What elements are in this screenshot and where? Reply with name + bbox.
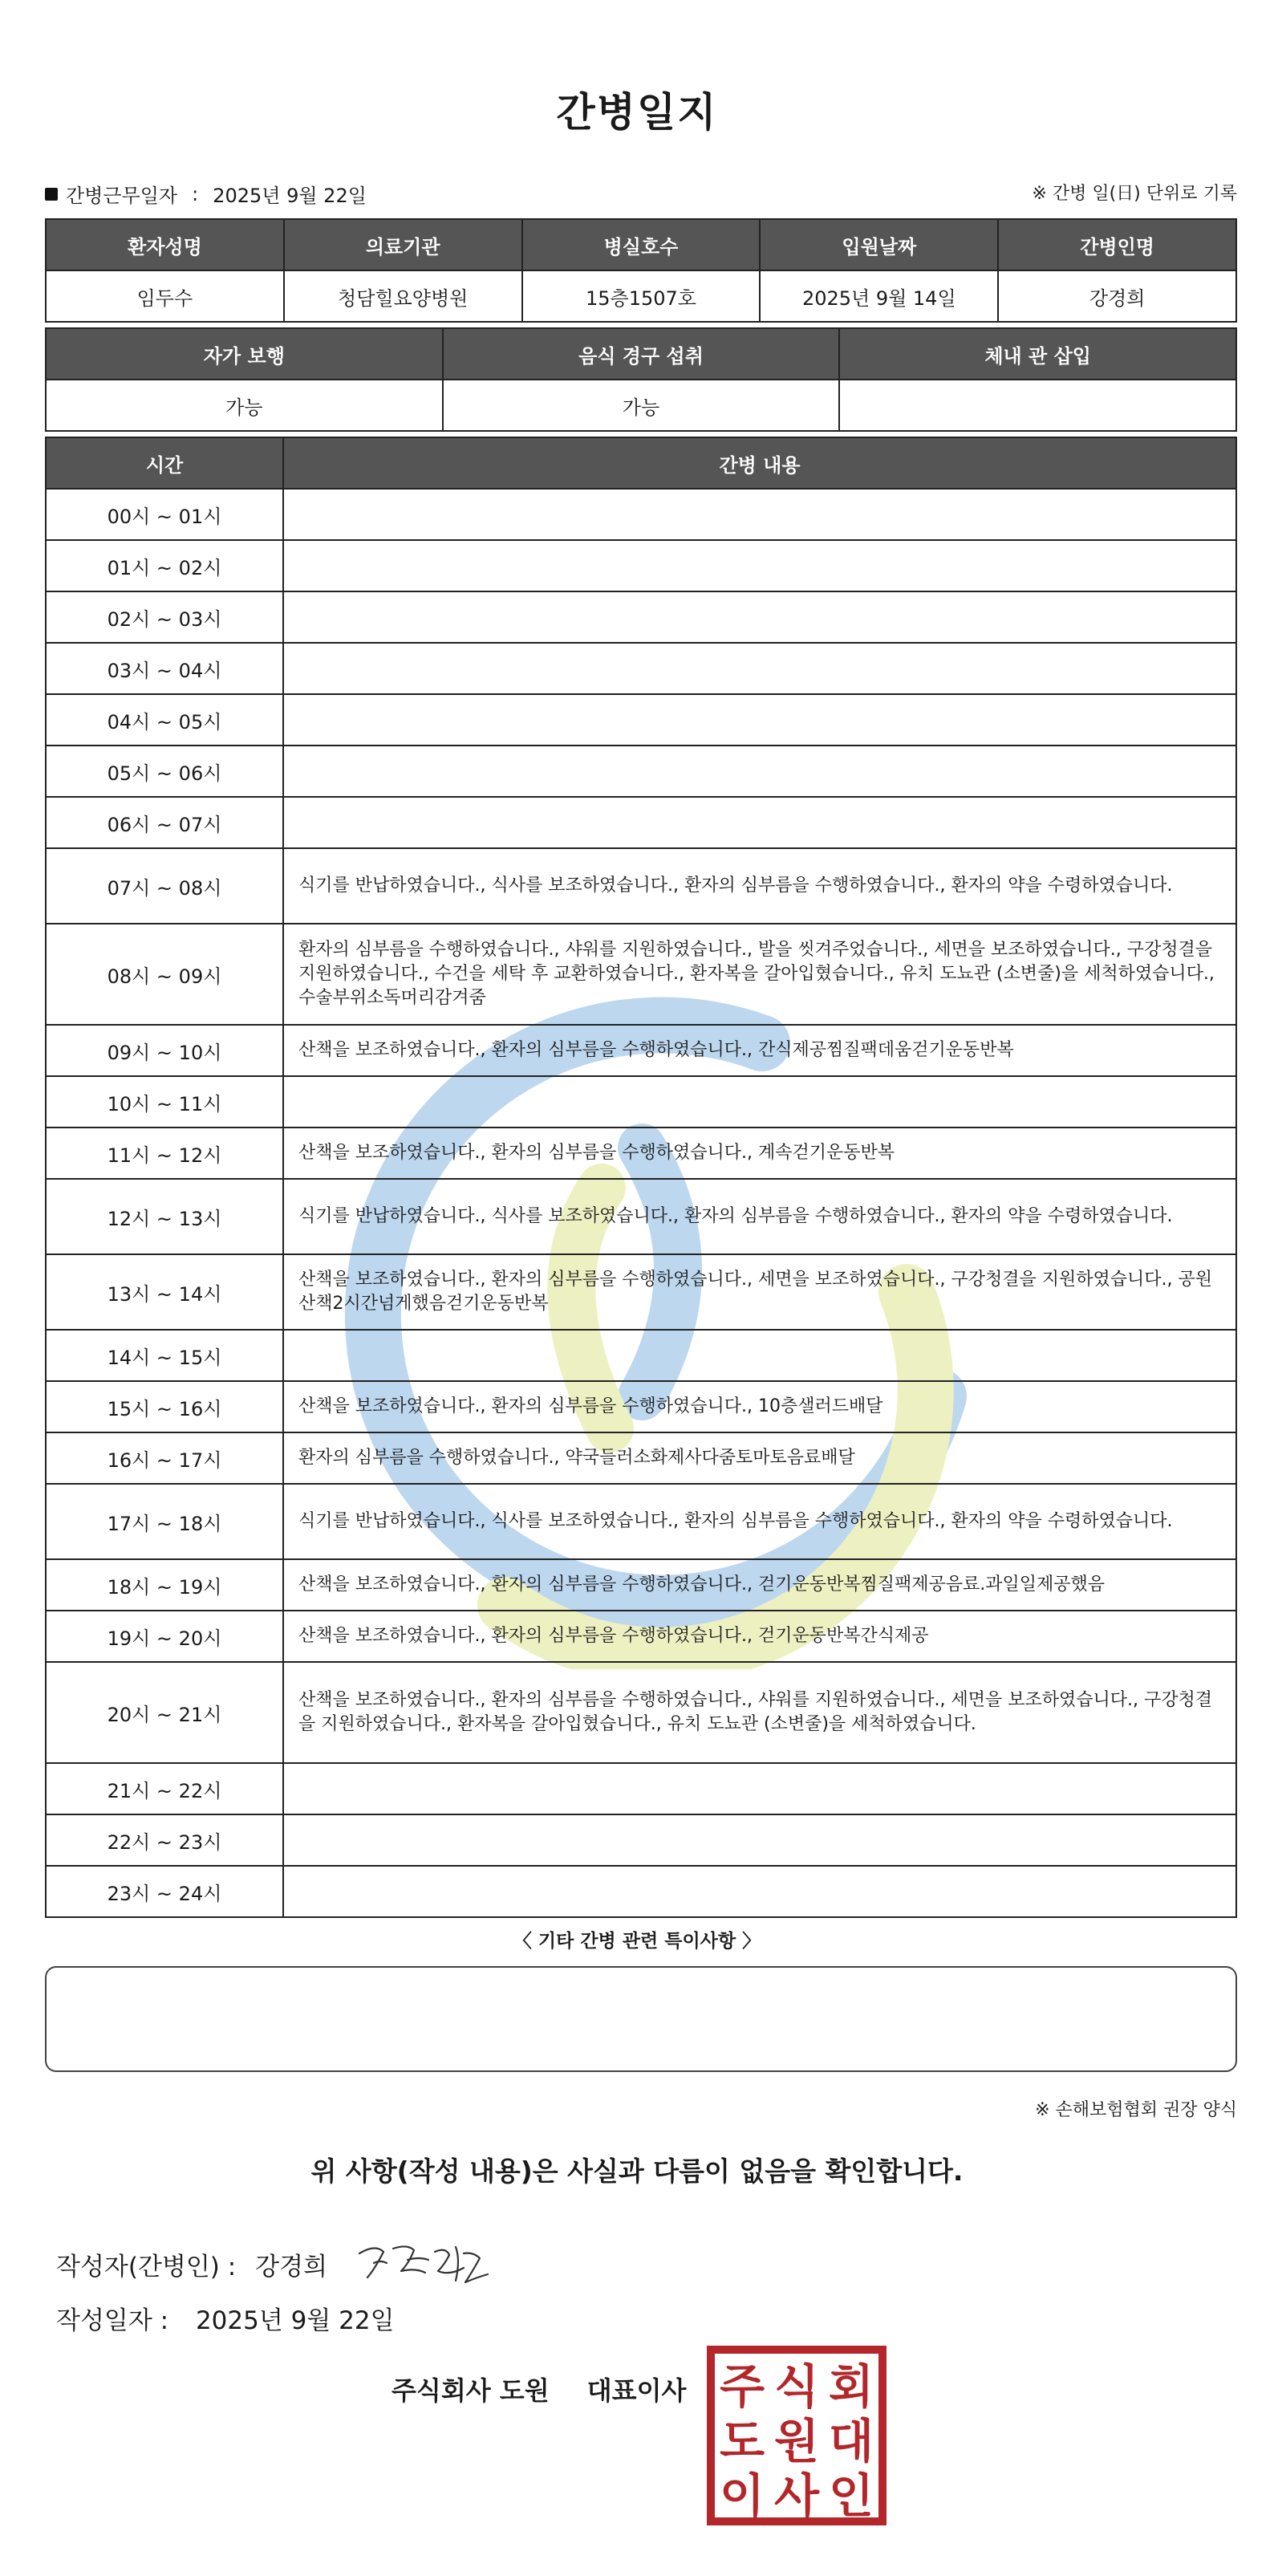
log-row xyxy=(46,746,1236,797)
log-time: 08시 ~ 09시 xyxy=(46,924,283,1025)
write-date-value: 2025년 9월 22일 xyxy=(195,2306,395,2335)
log-content xyxy=(283,540,1236,591)
log-time: 01시 ~ 02시 xyxy=(46,540,283,591)
log-time: 07시 ~ 08시 xyxy=(46,848,283,924)
work-date-separator: : xyxy=(192,182,199,205)
log-row xyxy=(46,643,1236,694)
log-row xyxy=(46,1381,1236,1432)
company-ceo-title: 대표이사 xyxy=(586,2375,687,2406)
log-row xyxy=(46,540,1236,591)
log-content xyxy=(283,1866,1236,1917)
log-content xyxy=(283,643,1236,694)
log-time: 19시 ~ 20시 xyxy=(46,1611,283,1662)
log-content xyxy=(283,1076,1236,1128)
svg-text:원: 원 xyxy=(773,2414,820,2468)
patient-status-table xyxy=(45,327,1237,432)
log-time: 14시 ~ 15시 xyxy=(46,1330,283,1381)
page-title: 간병일지 xyxy=(556,89,718,136)
log-row xyxy=(46,1559,1236,1611)
log-row xyxy=(46,924,1236,1025)
log-content: 산책을 보조하였습니다., 환자의 심부름을 수행하였습니다., 계속걷기운동반복 xyxy=(283,1128,1236,1179)
signature-image xyxy=(351,2236,496,2292)
log-row xyxy=(46,797,1236,848)
log-time: 18시 ~ 19시 xyxy=(46,1559,283,1611)
log-row xyxy=(46,1128,1236,1179)
patient-name: 임두수 xyxy=(46,270,284,322)
log-content xyxy=(283,1814,1236,1866)
log-content xyxy=(283,694,1236,746)
svg-text:대: 대 xyxy=(828,2414,874,2468)
room-number: 15층1507호 xyxy=(522,270,761,322)
log-content xyxy=(283,489,1236,540)
log-time: 15시 ~ 16시 xyxy=(46,1381,283,1432)
company-line xyxy=(392,2371,686,2407)
log-time: 22시 ~ 23시 xyxy=(46,1814,283,1866)
confirm-statement: 위 사항(작성 내용)은 사실과 다름이 없음을 확인합니다. xyxy=(310,2155,964,2187)
header-tube-insertion: 체내 관 삽입 xyxy=(839,328,1236,380)
svg-text:사: 사 xyxy=(773,2468,820,2523)
log-content: 산책을 보조하였습니다., 환자의 심부름을 수행하였습니다., 샤워를 지원하였습니다., 세면을 보조하였습니다., 구강청결을 지원하였습니다., 환자복을 갈아입혔습니다., 유치 도뇨관 (소변줄)을 세척하였습니다. xyxy=(283,1662,1236,1763)
log-time: 13시 ~ 14시 xyxy=(46,1254,283,1330)
svg-text:회: 회 xyxy=(828,2359,874,2414)
log-content xyxy=(283,591,1236,643)
log-content: 식기를 반납하였습니다., 식사를 보조하였습니다., 환자의 심부름을 수행하였습니다., 환자의 약을 수령하였습니다. xyxy=(283,1484,1236,1559)
svg-text:도: 도 xyxy=(719,2414,765,2468)
log-content: 환자의 심부름을 수행하였습니다., 약국들러소화제사다줌토마토음료배달 xyxy=(283,1432,1236,1484)
company-seal-stamp xyxy=(706,2345,887,2526)
log-row xyxy=(46,1814,1236,1866)
log-row xyxy=(46,848,1236,924)
svg-text:인: 인 xyxy=(828,2468,874,2523)
writer-line xyxy=(56,2236,496,2292)
header-time: 시간 xyxy=(46,437,283,489)
log-content xyxy=(283,1763,1236,1814)
log-time: 03시 ~ 04시 xyxy=(46,643,283,694)
log-time: 16시 ~ 17시 xyxy=(46,1432,283,1484)
log-time: 04시 ~ 05시 xyxy=(46,694,283,746)
hospital-name: 청담힐요양병원 xyxy=(284,270,522,322)
writer-label: 작성자(간병인) : xyxy=(56,2252,237,2281)
log-time: 05시 ~ 06시 xyxy=(46,746,283,797)
header-care-content: 간병 내용 xyxy=(283,437,1236,489)
company-name: 주식회사 도원 xyxy=(392,2375,550,2406)
oral-intake-value: 가능 xyxy=(443,380,840,431)
log-row xyxy=(46,1254,1236,1330)
tube-insertion-value xyxy=(839,380,1236,431)
log-content: 산책을 보조하였습니다., 환자의 심부름을 수행하였습니다., 걷기운동반복찜질팩제공음료.과일일제공했음 xyxy=(283,1559,1236,1611)
log-row xyxy=(46,1662,1236,1763)
log-time: 09시 ~ 10시 xyxy=(46,1025,283,1076)
log-time: 20시 ~ 21시 xyxy=(46,1662,283,1763)
svg-text:주: 주 xyxy=(719,2359,765,2414)
log-content: 산책을 보조하였습니다., 환자의 심부름을 수행하였습니다., 걷기운동반복간식제공 xyxy=(283,1611,1236,1662)
work-date-label: 간병근무일자 xyxy=(66,185,178,207)
log-row xyxy=(46,1432,1236,1484)
log-time: 06시 ~ 07시 xyxy=(46,797,283,848)
header-room: 병실호수 xyxy=(522,219,761,270)
work-date-line xyxy=(45,180,367,208)
header-oral-intake: 음식 경구 섭취 xyxy=(443,328,840,380)
log-content: 식기를 반납하였습니다., 식사를 보조하였습니다., 환자의 심부름을 수행하였습니다., 환자의 약을 수령하였습니다. xyxy=(283,848,1236,924)
log-row xyxy=(46,1484,1236,1559)
log-row xyxy=(46,1076,1236,1128)
log-content: 산책을 보조하였습니다., 환자의 심부름을 수행하였습니다., 세면을 보조하였습니다., 구강청결을 지원하였습니다., 공원산책2시간넘게했음걷기운동반복 xyxy=(283,1254,1236,1330)
svg-text:이: 이 xyxy=(719,2468,765,2523)
log-content xyxy=(283,1330,1236,1381)
svg-text:식: 식 xyxy=(773,2359,820,2414)
write-date-line xyxy=(56,2300,395,2336)
log-row xyxy=(46,1866,1236,1917)
log-time: 23시 ~ 24시 xyxy=(46,1866,283,1917)
header-patient-name: 환자성명 xyxy=(46,219,284,270)
log-row xyxy=(46,1763,1236,1814)
header-self-walking: 자가 보행 xyxy=(46,328,443,380)
log-content: 산책을 보조하였습니다., 환자의 심부름을 수행하였습니다., 간식제공찜질팩데움걷기운동반복 xyxy=(283,1025,1236,1076)
log-content: 산책을 보조하였습니다., 환자의 심부름을 수행하였습니다., 10층샐러드배달 xyxy=(283,1381,1236,1432)
bullet-square-icon xyxy=(45,188,58,201)
header-hospital: 의료기관 xyxy=(284,219,522,270)
care-log-table xyxy=(45,437,1237,1918)
caregiver-name: 강경희 xyxy=(998,270,1236,322)
log-time: 10시 ~ 11시 xyxy=(46,1076,283,1128)
admission-date: 2025년 9월 14일 xyxy=(760,270,998,322)
log-row xyxy=(46,489,1236,540)
log-row xyxy=(46,1179,1236,1254)
log-content: 환자의 심부름을 수행하였습니다., 샤워를 지원하였습니다., 발을 씻겨주었습니다., 세면을 보조하였습니다., 구강청결을 지원하였습니다., 수건을 세탁 후 교환하였습니다., 환자복을 갈아입혔습니다., 유치 도뇨관 (소변줄)을 세척하였습니다., 수술부위소독머리감겨줌 xyxy=(283,924,1236,1025)
log-row xyxy=(46,694,1236,746)
log-time: 17시 ~ 18시 xyxy=(46,1484,283,1559)
log-time: 02시 ~ 03시 xyxy=(46,591,283,643)
remarks-box xyxy=(45,1966,1237,2072)
log-row xyxy=(46,1330,1236,1381)
writer-name: 강경희 xyxy=(255,2252,328,2281)
self-walking-value: 가능 xyxy=(46,380,443,431)
log-row xyxy=(46,1611,1236,1662)
log-content: 식기를 반납하였습니다., 식사를 보조하였습니다., 환자의 심부름을 수행하였습니다., 환자의 약을 수령하였습니다. xyxy=(283,1179,1236,1254)
kfb-note: ※ 손해보험협회 권장 양식 xyxy=(1035,2100,1237,2120)
header-admission-date: 입원날짜 xyxy=(760,219,998,270)
log-content xyxy=(283,746,1236,797)
write-date-label: 작성일자 : xyxy=(56,2306,169,2335)
patient-info-table xyxy=(45,218,1237,323)
remarks-title: 〈 기타 간병 관련 특이사항 〉 xyxy=(513,1931,761,1952)
log-row xyxy=(46,591,1236,643)
log-time: 21시 ~ 22시 xyxy=(46,1763,283,1814)
work-date-value: 2025년 9월 22일 xyxy=(213,185,367,207)
log-time: 11시 ~ 12시 xyxy=(46,1128,283,1179)
log-time: 12시 ~ 13시 xyxy=(46,1179,283,1254)
log-row xyxy=(46,1025,1236,1076)
header-caregiver-name: 간병인명 xyxy=(998,219,1236,270)
log-content xyxy=(283,797,1236,848)
log-time: 00시 ~ 01시 xyxy=(46,489,283,540)
unit-note: ※ 간병 일(日) 단위로 기록 xyxy=(1032,184,1237,204)
